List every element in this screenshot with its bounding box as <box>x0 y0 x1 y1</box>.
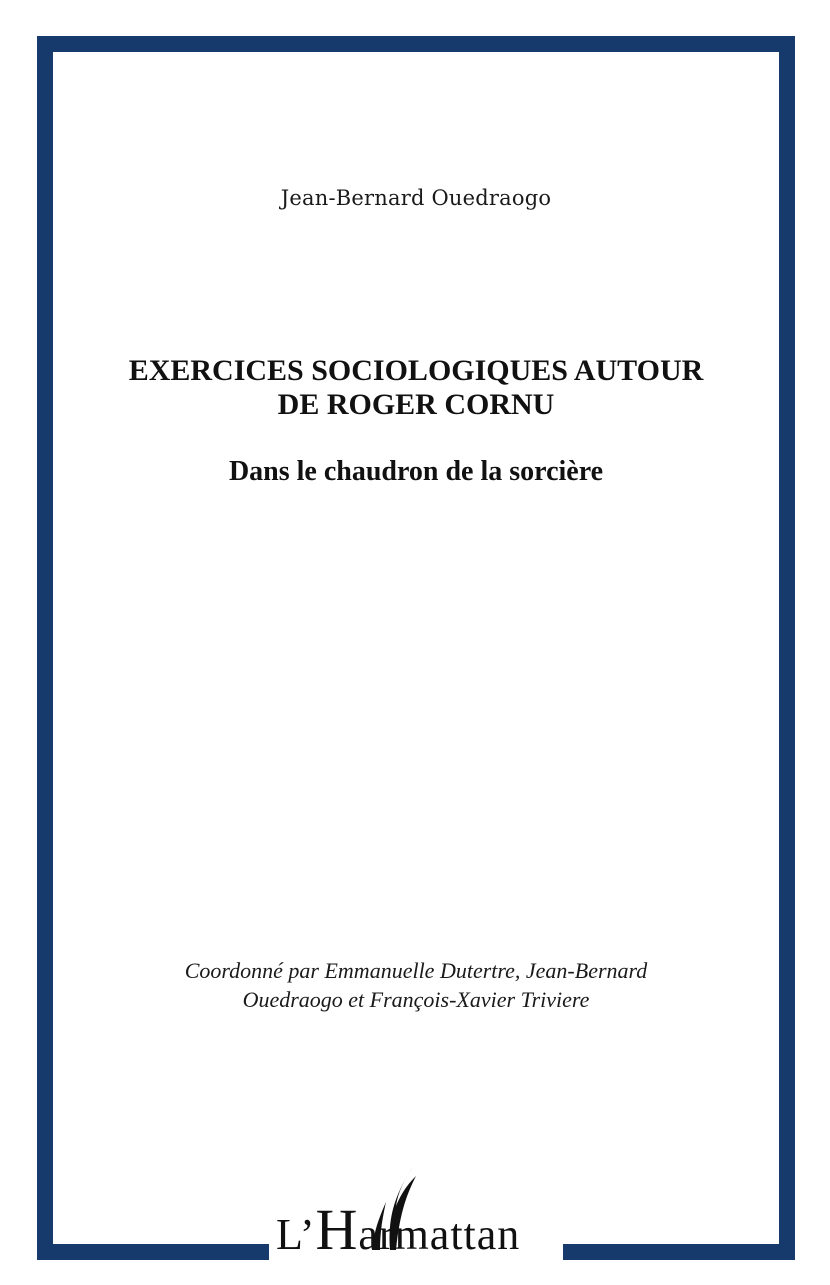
logo-rest: armattan <box>358 1210 521 1259</box>
book-title-line-2: DE ROGER CORNU <box>277 388 555 421</box>
book-title <box>53 354 779 422</box>
logo-initial: H <box>315 1197 359 1262</box>
band-line-left <box>37 1244 269 1260</box>
coordination-line-1: Coordonné par Emmanuelle Dutertre, Jean-Bernard <box>184 958 648 983</box>
publisher-band <box>0 1162 830 1262</box>
publisher-logo <box>276 1196 556 1262</box>
coordination-credit <box>53 956 779 1014</box>
author-name: Jean-Bernard Ouedraogo <box>280 186 552 210</box>
band-line-right <box>563 1244 795 1260</box>
logo-prefix: L’ <box>276 1210 316 1259</box>
cover-frame <box>37 36 795 1251</box>
book-title-line-1: EXERCICES SOCIOLOGIQUES AUTOUR <box>128 354 704 387</box>
coordination-line-2: Ouedraogo et François-Xavier Triviere <box>242 987 590 1012</box>
book-subtitle: Dans le chaudron de la sorcière <box>228 456 604 487</box>
